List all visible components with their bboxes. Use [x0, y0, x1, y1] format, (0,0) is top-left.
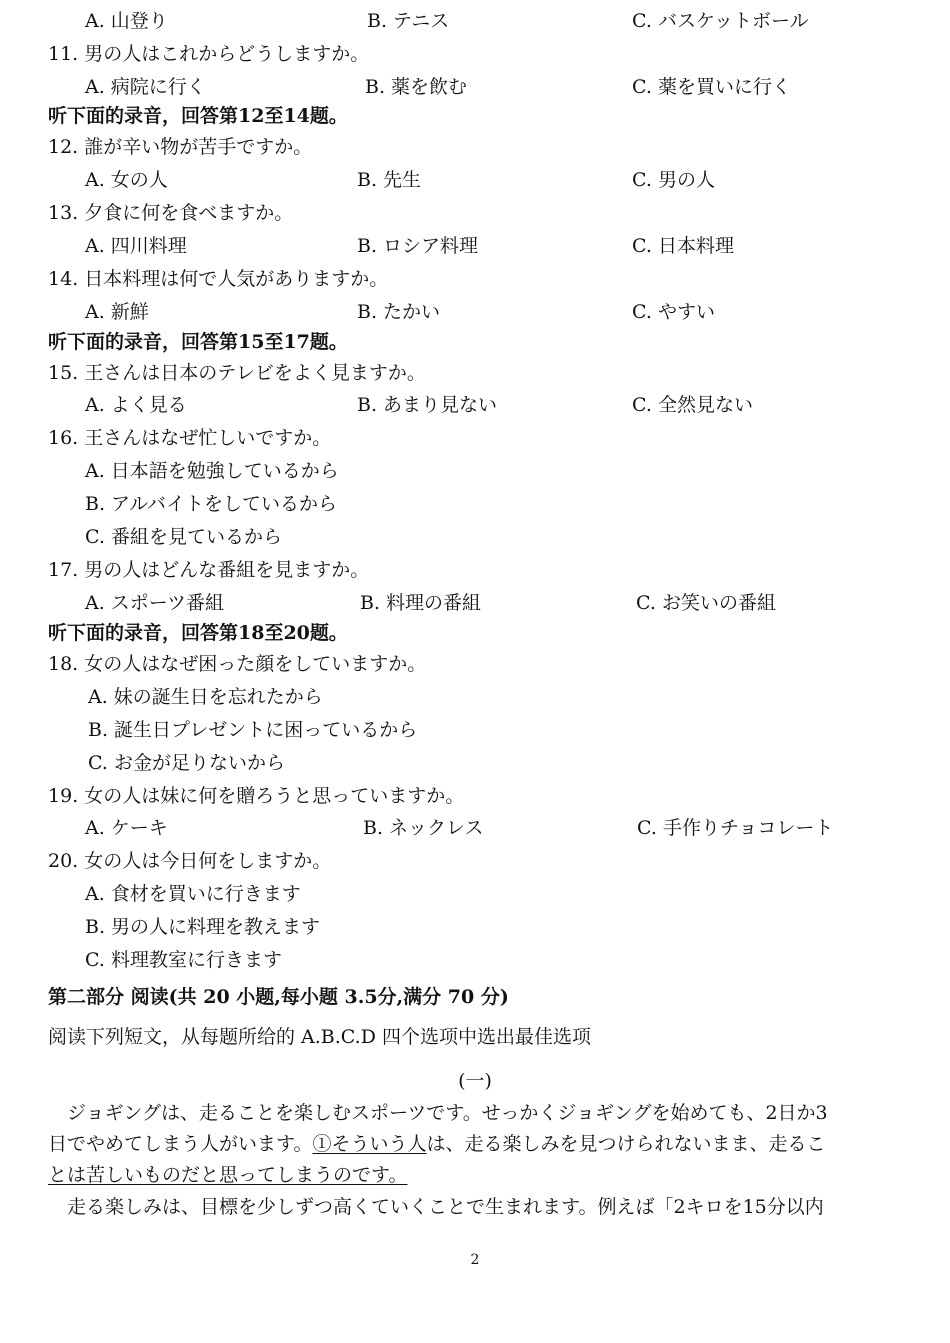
q16-option-c: C. 番組を見ているから — [85, 526, 282, 548]
q13-question: 13. 夕食に何を食べますか。 — [48, 202, 294, 224]
section-header-18-20: 听下面的录音，回答第18至20题。 — [48, 622, 348, 644]
q19-question: 19. 女の人は妹に何を贈ろうと思っていますか。 — [48, 785, 465, 807]
passage-line-2-start: 日でやめてしまう人がいます。 — [48, 1133, 313, 1155]
q19-option-a: A. ケーキ — [85, 817, 168, 839]
q12-option-c: C. 男の人 — [632, 169, 715, 191]
part-two-heading: 第二部分 阅读(共 20 小题,每小题 3.5分,满分 70 分) — [48, 986, 509, 1008]
q18-option-b: B. 誕生日プレゼントに困っているから — [88, 719, 418, 741]
q16-option-b: B. アルバイトをしているから — [85, 493, 337, 515]
q13-option-b: B. ロシア料理 — [357, 235, 479, 257]
passage-line-2-end: は、走る楽しみを見つけられないまま、走るこ — [426, 1133, 826, 1155]
q15-option-c: C. 全然見ない — [632, 394, 753, 416]
q18-question: 18. 女の人はなぜ困った顔をしていますか。 — [48, 653, 427, 675]
passage-line-3: とは苦しいものだと思ってしまうのです。 — [48, 1164, 408, 1186]
q17-option-a: A. スポーツ番組 — [85, 592, 225, 614]
q12-question: 12. 誰が辛い物が苦手ですか。 — [48, 136, 313, 158]
q18-option-a: A. 妹の誕生日を忘れたから — [88, 686, 323, 708]
q13-option-a: A. 四川料理 — [85, 235, 187, 257]
underlined-phrase-1: ①そういう人 — [312, 1133, 427, 1155]
q13-option-c: C. 日本料理 — [632, 235, 734, 257]
section-header-15-17: 听下面的录音，回答第15至17题。 — [48, 331, 348, 353]
passage-line-2 — [48, 1128, 826, 1160]
q20-option-c: C. 料理教室に行きます — [85, 949, 282, 971]
q10-option-b: B. テニス — [367, 10, 450, 32]
q18-option-c: C. お金が足りないから — [88, 752, 285, 774]
q16-question: 16. 王さんはなぜ忙しいですか。 — [48, 427, 332, 449]
q15-option-b: B. あまり見ない — [357, 394, 498, 416]
reading-instruction: 阅读下列短文，从每题所给的 A.B.C.D 四个选项中选出最佳选项 — [48, 1026, 591, 1048]
passage-line-1: ジョギングは、走ることを楽しむスポーツです。せっかくジョギングを始めても、2日か3 — [48, 1102, 828, 1124]
page-number: 2 — [470, 1252, 480, 1268]
q11-option-a: A. 病院に行く — [85, 76, 206, 98]
q16-option-a: A. 日本語を勉強しているから — [85, 460, 339, 482]
passage-title: (一) — [458, 1070, 492, 1092]
section-header-12-14: 听下面的录音，回答第12至14题。 — [48, 105, 348, 127]
q11-question: 11. 男の人はこれからどうしますか。 — [48, 43, 370, 65]
q14-option-a: A. 新鮮 — [85, 301, 149, 323]
q15-option-a: A. よく見る — [85, 394, 187, 416]
q15-question: 15. 王さんは日本のテレビをよく見ますか。 — [48, 362, 426, 384]
q12-option-a: A. 女の人 — [85, 169, 168, 191]
q19-option-b: B. ネックレス — [363, 817, 484, 839]
q17-option-b: B. 料理の番組 — [360, 592, 482, 614]
q11-option-c: C. 薬を買いに行く — [632, 76, 791, 98]
q17-question: 17. 男の人はどんな番組を見ますか。 — [48, 559, 370, 581]
q19-option-c: C. 手作りチョコレート — [637, 817, 834, 839]
q14-question: 14. 日本料理は何で人気がありますか。 — [48, 268, 389, 290]
q20-option-a: A. 食材を買いに行きます — [85, 883, 301, 905]
q12-option-b: B. 先生 — [357, 169, 422, 191]
passage-line-4: 走る楽しみは、目標を少しずつ高くていくことで生まれます。例えば「2キロを15分以内 — [48, 1196, 824, 1218]
q11-option-b: B. 薬を飲む — [365, 76, 468, 98]
q20-question: 20. 女の人は今日何をしますか。 — [48, 850, 332, 872]
q14-option-c: C. やすい — [632, 301, 715, 323]
q10-option-a: A. 山登り — [85, 10, 168, 32]
q17-option-c: C. お笑いの番組 — [636, 592, 776, 614]
q14-option-b: B. たかい — [357, 301, 441, 323]
q20-option-b: B. 男の人に料理を教えます — [85, 916, 321, 938]
q10-option-c: C. バスケットボール — [632, 10, 809, 32]
